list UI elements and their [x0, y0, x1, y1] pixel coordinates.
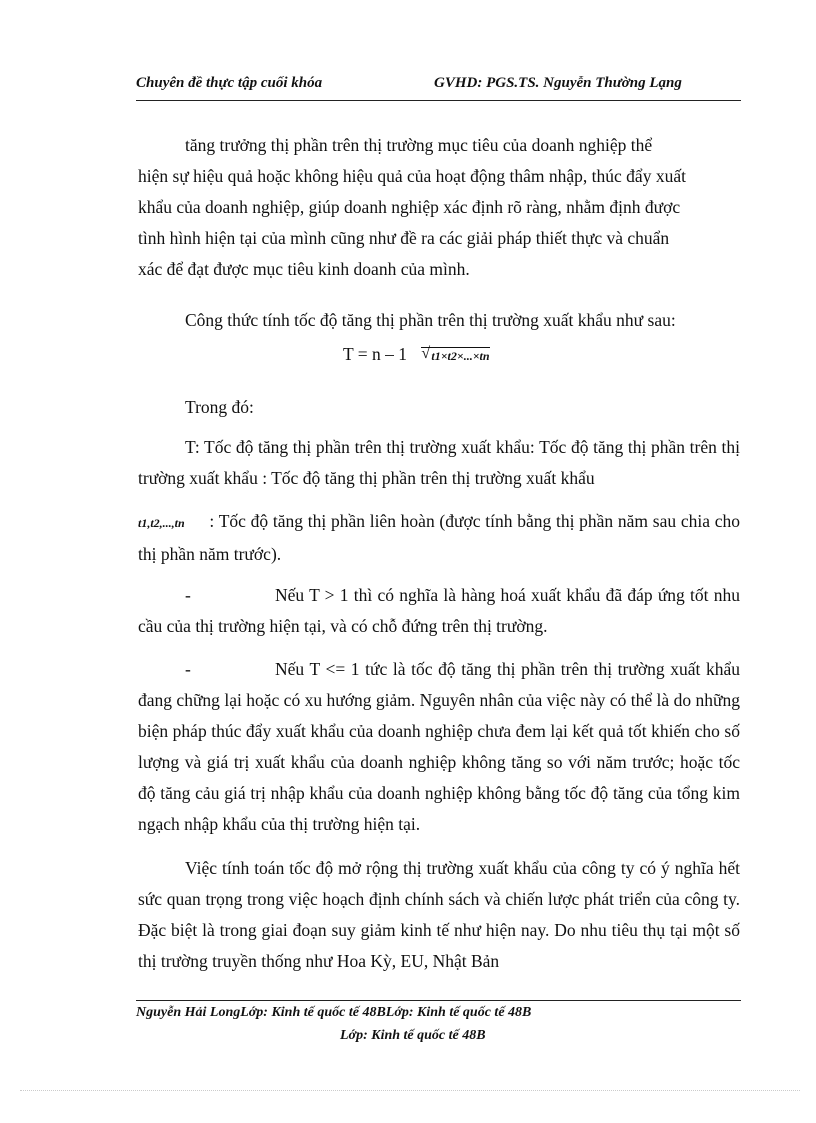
formula-intro: Công thức tính tốc độ tăng thị phần trên thị trường xuất khẩu như sau:	[185, 310, 676, 330]
ti-definition-block	[138, 506, 740, 570]
page-edge-dots	[20, 1090, 800, 1091]
bullet-item	[138, 654, 740, 840]
where-label: Trong đó:	[185, 397, 254, 417]
bullet-text: Nếu T <= 1 tức là tốc độ tăng thị phần trên thị trường xuất khẩu đang chững lại hoặc có xu hướng giảm. Nguyên nhân của việc này có thể là do những biện pháp thúc đẩy xuất khẩu của doanh nghiệp chưa đem lại kết quả tốt khiến cho số lượng và giá trị xuất khẩu của doanh nghiệp không tăng so với năm trước; hoặc tốc độ tăng cảu giá trị nhập khẩu của doanh nghiệp không bằng tốc độ tăng của tổng kim ngạch nhập khẩu của thị trường hiện tại.	[138, 659, 740, 834]
page-header	[136, 72, 732, 98]
intro-line: khẩu của doanh nghiệp, giúp doanh nghiệp xác định rõ ràng, nhằm định được	[138, 197, 681, 217]
bullet-dash: -	[185, 585, 191, 605]
footer-divider	[136, 1000, 741, 1001]
header-supervisor: GVHD: PGS.TS. Nguyễn Thường Lạng	[434, 75, 682, 91]
footer-class: Lớp: Kinh tế quốc tế 48B	[340, 1028, 486, 1043]
intro-line: tăng trưởng thị phần trên thị trường mục tiêu của doanh nghiệp thể	[185, 135, 653, 155]
formula-root	[421, 347, 489, 364]
bullet-item	[138, 580, 740, 642]
footer-author: Nguyễn Hải LongLớp: Kinh tế quốc tế 48BLớp: Kinh tế quốc tế 48B	[136, 1005, 532, 1020]
formula-radicand: t1×t2×...×tn	[431, 349, 490, 364]
header-title: Chuyên đề thực tập cuối khóa	[136, 75, 323, 91]
bullet-dash: -	[185, 659, 191, 679]
intro-line: xác để đạt được mục tiêu kinh doanh của mình.	[138, 259, 470, 279]
ti-symbols: t1,t2,...,tn	[138, 516, 185, 530]
ti-definition: : Tốc độ tăng thị phần liên hoàn (được tính bằng thị phần năm sau chia cho thị phần năm trước).	[138, 511, 740, 564]
closing-paragraph: Việc tính toán tốc độ mở rộng thị trường xuất khẩu của công ty có ý nghĩa hết sức quan trọng trong việc hoạch định chính sách và chiến lược phát triển của công ty. Đặc biệt là trong giai đoạn suy giảm kinh tế như hiện nay. Do nhu tiêu thụ tại một số thị trường truyền thống như Hoa Kỳ, EU, Nhật Bản	[138, 858, 740, 971]
bullet-text: Nếu T > 1 thì có nghĩa là hàng hoá xuất khẩu đã đáp ứng tốt nhu cầu của thị trường hiện tại, và có chỗ đứng trên thị trường.	[138, 585, 740, 636]
intro-line: tình hình hiện tại của mình cũng như đề ra các giải pháp thiết thực và chuẩn	[138, 228, 670, 248]
formula	[343, 344, 490, 365]
formula-lhs: T = n – 1	[343, 344, 407, 364]
t-definition: T: Tốc độ tăng thị phần trên thị trường xuất khẩu: Tốc độ tăng thị phần trên thị trường xuất khẩu : Tốc độ tăng thị phần trên thị trường xuất khẩu	[138, 437, 740, 488]
intro-paragraph	[138, 130, 740, 285]
intro-line: hiện sự hiệu quả hoặc không hiệu quả của hoạt động thâm nhập, thúc đẩy xuất	[138, 166, 686, 186]
root-sign-icon: √	[421, 345, 431, 363]
header-divider	[136, 100, 741, 101]
